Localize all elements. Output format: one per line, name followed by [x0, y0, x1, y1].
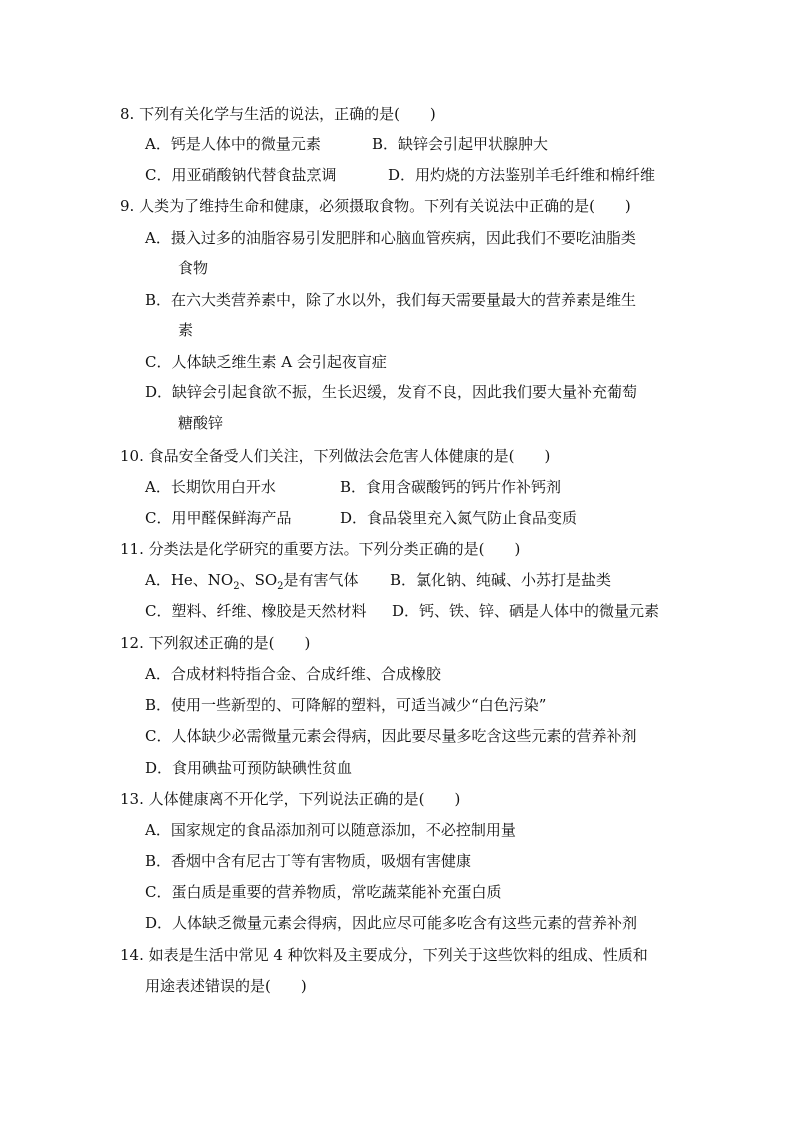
- question-12-option-c: C．人体缺少必需微量元素会得病，因此要尽量多吃含这些元素的营养补剂: [145, 727, 637, 745]
- question-9-option-a: A．摄入过多的油脂容易引发肥胖和心脑血管疾病，因此我们不要吃油脂类: [145, 229, 636, 247]
- question-9-option-d-cont: 糖酸锌: [178, 414, 224, 432]
- question-9-option-b: B．在六大类营养素中，除了水以外，我们每天需要量最大的营养素是维生: [145, 291, 637, 309]
- question-13-option-b: B．香烟中含有尼古丁等有害物质，吸烟有害健康: [145, 852, 472, 870]
- question-11-option-d: D．钙、铁、锌、硒是人体中的微量元素: [392, 602, 660, 620]
- question-9-option-c: C．人体缺乏维生素 A 会引起夜盲症: [145, 353, 387, 371]
- question-12-option-a: A．合成材料特指合金、合成纤维、合成橡胶: [145, 665, 441, 683]
- question-10-stem: 10. 食品安全备受人们关注，下列做法会危害人体健康的是( ): [120, 447, 551, 465]
- question-14-stem: 14. 如表是生活中常见 4 种饮料及主要成分，下列关于这些饮料的组成、性质和: [120, 946, 648, 964]
- question-8-option-c: C．用亚硝酸钠代替食盐烹调: [145, 166, 337, 184]
- question-9-option-d: D．缺锌会引起食欲不振，生长迟缓，发育不良，因此我们要大量补充葡萄: [145, 383, 638, 401]
- question-10-option-b: B．食用含碳酸钙的钙片作补钙剂: [340, 478, 562, 496]
- question-9-stem: 9. 人类为了维持生命和健康，必须摄取食物。下列有关说法中正确的是( ): [120, 197, 631, 215]
- question-13-option-d: D．人体缺乏微量元素会得病，因此应尽可能多吃含有这些元素的营养补剂: [145, 914, 638, 932]
- question-12-option-b: B．使用一些新型的、可降解的塑料，可适当减少“白色污染”: [145, 696, 547, 714]
- question-9-option-b-cont: 素: [178, 321, 194, 339]
- question-8-option-d: D．用灼烧的方法鉴别羊毛纤维和棉纤维: [388, 166, 656, 184]
- question-11-option-c: C．塑料、纤维、橡胶是天然材料: [145, 602, 367, 620]
- question-12-stem: 12. 下列叙述正确的是( ): [120, 634, 311, 652]
- question-13-option-a: A．国家规定的食品添加剂可以随意添加，不必控制用量: [145, 821, 516, 839]
- question-11-stem: 11. 分类法是化学研究的重要方法。下列分类正确的是( ): [120, 540, 521, 558]
- question-8-stem: 8. 下列有关化学与生活的说法，正确的是( ): [120, 105, 436, 123]
- question-11-option-a: A．He、$NO_2$、$SO_2$是有害气体: [145, 571, 359, 592]
- question-8-option-a: A．钙是人体中的微量元素: [145, 135, 321, 153]
- question-12-option-d: D．食用碘盐可预防缺碘性贫血: [145, 759, 353, 777]
- question-14-stem-cont: 用途表述错误的是( ): [145, 977, 307, 995]
- question-13-option-c: C．蛋白质是重要的营养物质，常吃蔬菜能补充蛋白质: [145, 883, 502, 901]
- question-13-stem: 13. 人体健康离不开化学，下列说法正确的是( ): [120, 790, 461, 808]
- question-10-option-c: C．用甲醛保鲜海产品: [145, 509, 292, 527]
- question-10-option-d: D．食品袋里充入氮气防止食品变质: [340, 509, 578, 527]
- question-8-option-b: B．缺锌会引起甲状腺肿大: [372, 135, 549, 153]
- question-11-option-b: B．氯化钠、纯碱、小苏打是盐类: [390, 571, 612, 589]
- question-10-option-a: A．长期饮用白开水: [145, 478, 276, 496]
- question-9-option-a-cont: 食物: [178, 259, 209, 277]
